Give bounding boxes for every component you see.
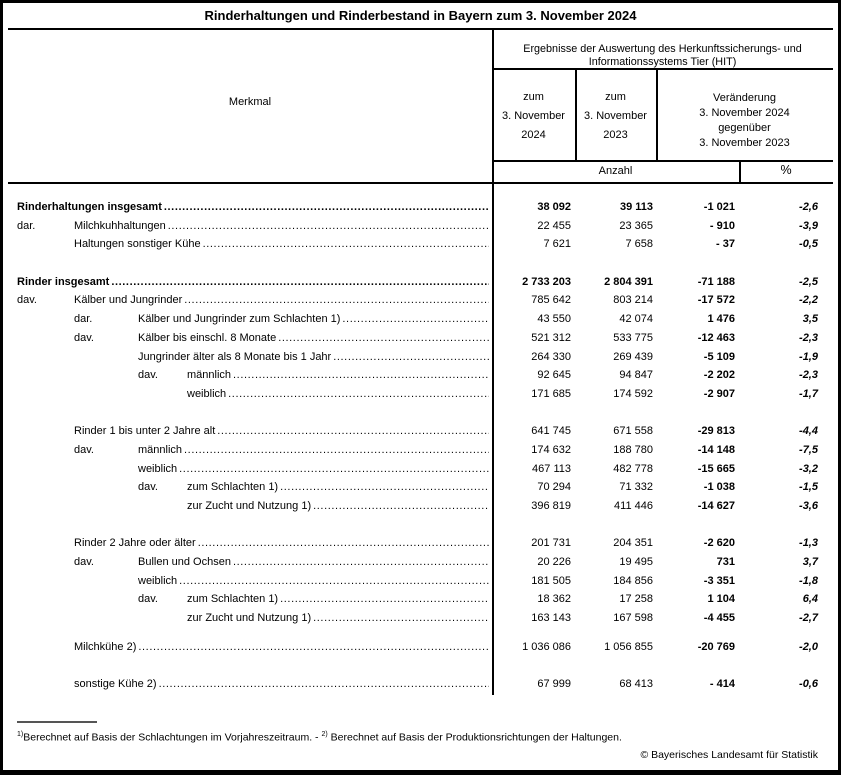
value-2024: 38 092 bbox=[537, 201, 571, 213]
value-change-abs: -14 627 bbox=[697, 500, 735, 512]
row-label: Jungrinder älter als 8 Monate bis 1 Jahr bbox=[138, 350, 332, 363]
row-spacer bbox=[8, 516, 823, 535]
value-change-pct: -2,3 bbox=[799, 369, 818, 382]
row-label-cell bbox=[8, 609, 492, 628]
value-change-abs: - 910 bbox=[709, 219, 735, 232]
dotted-leader bbox=[184, 441, 489, 460]
row-label: zur Zucht und Nutzung 1) bbox=[187, 612, 312, 625]
row-label: sonstige Kühe 2) bbox=[74, 678, 157, 691]
value-2024: 67 999 bbox=[537, 678, 571, 691]
value-change-abs: -4 455 bbox=[703, 612, 735, 625]
value-change-abs: -3 351 bbox=[703, 574, 735, 587]
footnote-rule bbox=[17, 721, 97, 723]
hit-header-line-2: Informationssystems Tier (HIT) bbox=[588, 55, 737, 68]
value-change-abs: -17 572 bbox=[697, 294, 735, 307]
value-2024: 70 294 bbox=[537, 481, 571, 494]
row-label-cell bbox=[8, 235, 492, 254]
value-2023: 269 439 bbox=[613, 350, 653, 363]
row-label: Rinder insgesamt bbox=[17, 275, 110, 288]
row-label-cell bbox=[8, 441, 492, 460]
value-change-pct: -2,7 bbox=[799, 612, 818, 625]
col-change-line-1: Veränderung bbox=[713, 92, 776, 104]
row-label: weiblich bbox=[138, 462, 178, 475]
value-2024: 18 362 bbox=[537, 593, 571, 606]
value-change-abs: -2 202 bbox=[703, 369, 735, 382]
copyright-notice: © Bayerisches Landesamt für Statistik bbox=[640, 749, 818, 761]
row-label-cell bbox=[8, 422, 492, 441]
value-change-pct: -2,5 bbox=[799, 275, 818, 288]
table-row bbox=[8, 441, 823, 460]
row-prefix: dav. bbox=[17, 294, 37, 307]
value-change-pct: -2,3 bbox=[799, 331, 818, 344]
row-label-cell bbox=[8, 478, 492, 497]
row-label: Rinder 2 Jahre oder älter bbox=[74, 537, 196, 550]
row-label: weiblich bbox=[138, 574, 178, 587]
dotted-leader bbox=[342, 310, 489, 329]
value-2023: 39 113 bbox=[619, 201, 653, 213]
dotted-leader bbox=[333, 348, 489, 367]
table-row bbox=[8, 310, 823, 329]
value-2023: 19 495 bbox=[619, 556, 653, 569]
dotted-leader bbox=[278, 329, 489, 348]
row-label: weiblich bbox=[187, 387, 227, 400]
row-label: Kälber und Jungrinder bbox=[74, 294, 183, 307]
value-change-abs: -71 188 bbox=[697, 275, 735, 288]
value-2024: 785 642 bbox=[531, 294, 571, 307]
table-row bbox=[8, 478, 823, 497]
column-header-2023 bbox=[575, 88, 656, 145]
table-row bbox=[8, 273, 823, 292]
value-2024: 20 226 bbox=[537, 556, 571, 569]
row-label: männlich bbox=[187, 369, 232, 382]
value-2024: 2 733 203 bbox=[522, 275, 571, 288]
row-label-cell bbox=[8, 198, 492, 217]
column-header-2024 bbox=[492, 88, 575, 145]
value-2024: 7 621 bbox=[543, 238, 571, 251]
row-label-cell bbox=[8, 385, 492, 404]
value-change-abs: -29 813 bbox=[697, 425, 735, 438]
dotted-leader bbox=[280, 590, 489, 609]
row-spacer bbox=[8, 404, 823, 423]
table-row bbox=[8, 385, 823, 404]
value-2023: 23 365 bbox=[619, 219, 653, 232]
value-change-abs: 731 bbox=[716, 556, 735, 569]
value-change-pct: -2,2 bbox=[799, 294, 818, 307]
row-label-cell bbox=[8, 273, 492, 292]
value-change-pct: -1,3 bbox=[799, 537, 818, 550]
unit-header-anzahl: Anzahl bbox=[598, 165, 633, 177]
value-2023: 2 804 391 bbox=[604, 275, 653, 288]
row-prefix: dar. bbox=[17, 219, 36, 232]
value-change-pct: -3,6 bbox=[799, 500, 818, 512]
dotted-leader bbox=[159, 675, 489, 694]
row-label: zum Schlachten 1) bbox=[187, 481, 279, 494]
table-row bbox=[8, 497, 823, 516]
value-change-pct: -1,7 bbox=[799, 387, 818, 400]
row-prefix: dar. bbox=[74, 313, 93, 326]
dotted-leader bbox=[233, 366, 489, 385]
value-change-abs: -2 907 bbox=[703, 387, 735, 400]
row-label-cell bbox=[8, 460, 492, 479]
row-prefix: dav. bbox=[74, 331, 94, 344]
column-divider-2024-2023 bbox=[575, 69, 577, 161]
row-prefix: dav. bbox=[138, 593, 158, 606]
value-change-pct: -2,0 bbox=[799, 640, 818, 653]
value-change-pct: 3,7 bbox=[802, 556, 818, 569]
value-change-pct: -7,5 bbox=[799, 443, 818, 456]
value-2024: 163 143 bbox=[531, 612, 571, 625]
dotted-leader bbox=[179, 460, 489, 479]
row-label: Milchkühe 2) bbox=[74, 640, 137, 653]
hit-header-line-1: Ergebnisse der Auswertung des Herkunftssicherungs- und bbox=[523, 43, 802, 55]
dotted-leader bbox=[184, 291, 489, 310]
value-2024: 1 036 086 bbox=[522, 640, 571, 653]
row-label-cell bbox=[8, 572, 492, 591]
value-2023: 174 592 bbox=[613, 387, 653, 400]
value-change-abs: - 414 bbox=[709, 678, 735, 691]
row-spacer bbox=[8, 254, 823, 273]
value-2023: 671 558 bbox=[613, 425, 653, 438]
row-label-cell bbox=[8, 310, 492, 329]
footnote-marker-2: 2) bbox=[321, 731, 328, 738]
table-row bbox=[8, 291, 823, 310]
hit-spanner-header bbox=[492, 43, 833, 68]
footnote-marker-1: 1) bbox=[17, 731, 24, 738]
dotted-leader bbox=[313, 609, 489, 628]
row-label: Rinder 1 bis unter 2 Jahre alt bbox=[74, 425, 216, 438]
table-row bbox=[8, 329, 823, 348]
col-2023-line-1: zum bbox=[605, 91, 626, 103]
col-2024-line-3: 2024 bbox=[521, 129, 546, 141]
value-2023: 204 351 bbox=[613, 537, 653, 550]
value-2024: 641 745 bbox=[531, 425, 571, 438]
table-row bbox=[8, 534, 823, 553]
value-2023: 533 775 bbox=[613, 331, 653, 344]
value-change-pct: -0,6 bbox=[799, 678, 818, 691]
value-2023: 1 056 855 bbox=[604, 640, 653, 653]
table-row bbox=[8, 217, 823, 236]
value-2023: 71 332 bbox=[619, 481, 653, 494]
row-label-cell bbox=[8, 291, 492, 310]
row-label-cell bbox=[8, 675, 492, 694]
value-2023: 94 847 bbox=[619, 369, 653, 382]
col-2023-line-3: 2023 bbox=[603, 129, 628, 141]
header-rule-top bbox=[492, 68, 833, 70]
row-spacer bbox=[8, 628, 823, 638]
value-2024: 467 113 bbox=[532, 462, 571, 475]
row-label-cell bbox=[8, 329, 492, 348]
value-2024: 201 731 bbox=[531, 537, 571, 550]
row-prefix: dav. bbox=[138, 481, 158, 494]
value-change-pct: -1,5 bbox=[799, 481, 818, 494]
value-2023: 42 074 bbox=[619, 313, 653, 326]
row-label-cell bbox=[8, 497, 492, 516]
table-body bbox=[8, 198, 823, 694]
value-change-abs: -2 620 bbox=[703, 537, 735, 550]
value-2023: 7 658 bbox=[625, 238, 653, 251]
dotted-leader bbox=[111, 273, 489, 292]
table-row bbox=[8, 590, 823, 609]
row-label-cell bbox=[8, 217, 492, 236]
dotted-leader bbox=[228, 385, 489, 404]
row-label-cell bbox=[8, 638, 492, 657]
value-2024: 171 685 bbox=[531, 387, 571, 400]
value-change-pct: 6,4 bbox=[802, 593, 818, 606]
dotted-leader bbox=[138, 638, 489, 657]
column-divider-2023-change bbox=[656, 69, 658, 161]
row-prefix: dav. bbox=[74, 443, 94, 456]
row-label: männlich bbox=[138, 443, 183, 456]
row-label: Milchkuhhaltungen bbox=[74, 219, 166, 232]
table-row bbox=[8, 348, 823, 367]
dotted-leader bbox=[203, 235, 489, 254]
value-2023: 184 856 bbox=[613, 574, 653, 587]
table-row bbox=[8, 572, 823, 591]
table-row bbox=[8, 609, 823, 628]
header-bottom-rule bbox=[8, 182, 833, 184]
col-change-line-3: gegenüber bbox=[718, 122, 771, 134]
title-rule bbox=[8, 28, 833, 30]
value-2024: 264 330 bbox=[531, 350, 571, 363]
value-2023: 482 778 bbox=[613, 462, 653, 475]
row-label-cell bbox=[8, 553, 492, 572]
value-2023: 68 413 bbox=[619, 678, 653, 691]
value-change-pct: -4,4 bbox=[799, 425, 818, 438]
value-2023: 167 598 bbox=[613, 612, 653, 625]
row-label: Rinderhaltungen insgesamt bbox=[17, 201, 162, 213]
row-spacer bbox=[8, 657, 823, 676]
dotted-leader bbox=[164, 198, 489, 217]
row-label: Bullen und Ochsen bbox=[138, 556, 231, 569]
value-change-pct: -2,6 bbox=[799, 201, 818, 213]
footnote bbox=[17, 731, 817, 744]
value-change-abs: -14 148 bbox=[697, 443, 735, 456]
row-label: Haltungen sonstiger Kühe bbox=[74, 238, 201, 251]
dotted-leader bbox=[233, 553, 489, 572]
footnote-text-2: Berechnet auf Basis der Produktionsrichtungen der Haltungen. bbox=[327, 731, 622, 744]
value-2023: 803 214 bbox=[613, 294, 653, 307]
footnote-text-1: Berechnet auf Basis der Schlachtungen im Vorjahreszeitraum. - bbox=[23, 731, 322, 744]
col-change-line-4: 3. November 2023 bbox=[699, 137, 790, 149]
value-change-abs: -15 665 bbox=[697, 462, 735, 475]
row-label: Kälber bis einschl. 8 Monate bbox=[138, 331, 277, 344]
value-change-pct: -1,8 bbox=[799, 574, 818, 587]
row-label-cell bbox=[8, 590, 492, 609]
row-label-cell bbox=[8, 348, 492, 367]
row-label-cell bbox=[8, 534, 492, 553]
table-row bbox=[8, 460, 823, 479]
dotted-leader bbox=[198, 534, 489, 553]
row-label: zum Schlachten 1) bbox=[187, 593, 279, 606]
dotted-leader bbox=[168, 217, 489, 236]
dotted-leader bbox=[313, 497, 489, 516]
value-change-abs: - 37 bbox=[716, 238, 735, 251]
col-2024-line-1: zum bbox=[523, 91, 544, 103]
table-row bbox=[8, 366, 823, 385]
value-change-pct: 3,5 bbox=[802, 313, 818, 326]
value-change-pct: -3,2 bbox=[799, 462, 818, 475]
table-row bbox=[8, 235, 823, 254]
table-row bbox=[8, 638, 823, 657]
col-2024-line-2: 3. November bbox=[502, 110, 565, 122]
value-change-pct: -3,9 bbox=[799, 219, 818, 232]
value-2023: 17 258 bbox=[619, 593, 653, 606]
row-prefix: dav. bbox=[138, 369, 158, 382]
value-2024: 174 632 bbox=[531, 443, 571, 456]
row-label: zur Zucht und Nutzung 1) bbox=[187, 500, 312, 512]
page-title: Rinderhaltungen und Rinderbestand in Bayern zum 3. November 2024 bbox=[204, 8, 637, 23]
value-2024: 43 550 bbox=[537, 313, 571, 326]
table-row bbox=[8, 198, 823, 217]
value-2024: 521 312 bbox=[531, 331, 571, 344]
value-2024: 22 455 bbox=[537, 219, 571, 232]
merkmal-column-header: Merkmal bbox=[228, 96, 272, 108]
dotted-leader bbox=[217, 422, 489, 441]
row-label: Kälber und Jungrinder zum Schlachten 1) bbox=[138, 313, 341, 326]
value-change-abs: 1 104 bbox=[707, 593, 735, 606]
column-header-change bbox=[656, 88, 833, 151]
col-change-line-2: 3. November 2024 bbox=[699, 107, 790, 119]
value-2023: 188 780 bbox=[613, 443, 653, 456]
value-change-abs: -1 021 bbox=[703, 201, 735, 213]
value-change-abs: -12 463 bbox=[697, 331, 735, 344]
col-2023-line-2: 3. November bbox=[584, 110, 647, 122]
table-row bbox=[8, 422, 823, 441]
row-prefix: dav. bbox=[74, 556, 94, 569]
dotted-leader bbox=[179, 572, 489, 591]
value-change-abs: -5 109 bbox=[703, 350, 735, 363]
table-row bbox=[8, 675, 823, 694]
value-change-abs: -1 038 bbox=[703, 481, 735, 494]
table-row bbox=[8, 553, 823, 572]
value-change-abs: 1 476 bbox=[707, 313, 735, 326]
value-2023: 411 446 bbox=[614, 500, 653, 512]
row-label-cell bbox=[8, 366, 492, 385]
value-change-pct: -1,9 bbox=[799, 350, 818, 363]
unit-header-percent: % bbox=[780, 163, 792, 177]
value-change-pct: -0,5 bbox=[799, 238, 818, 251]
value-2024: 181 505 bbox=[531, 574, 571, 587]
value-change-abs: -20 769 bbox=[697, 640, 735, 653]
value-2024: 396 819 bbox=[531, 500, 571, 512]
value-2024: 92 645 bbox=[537, 369, 571, 382]
dotted-leader bbox=[280, 478, 489, 497]
